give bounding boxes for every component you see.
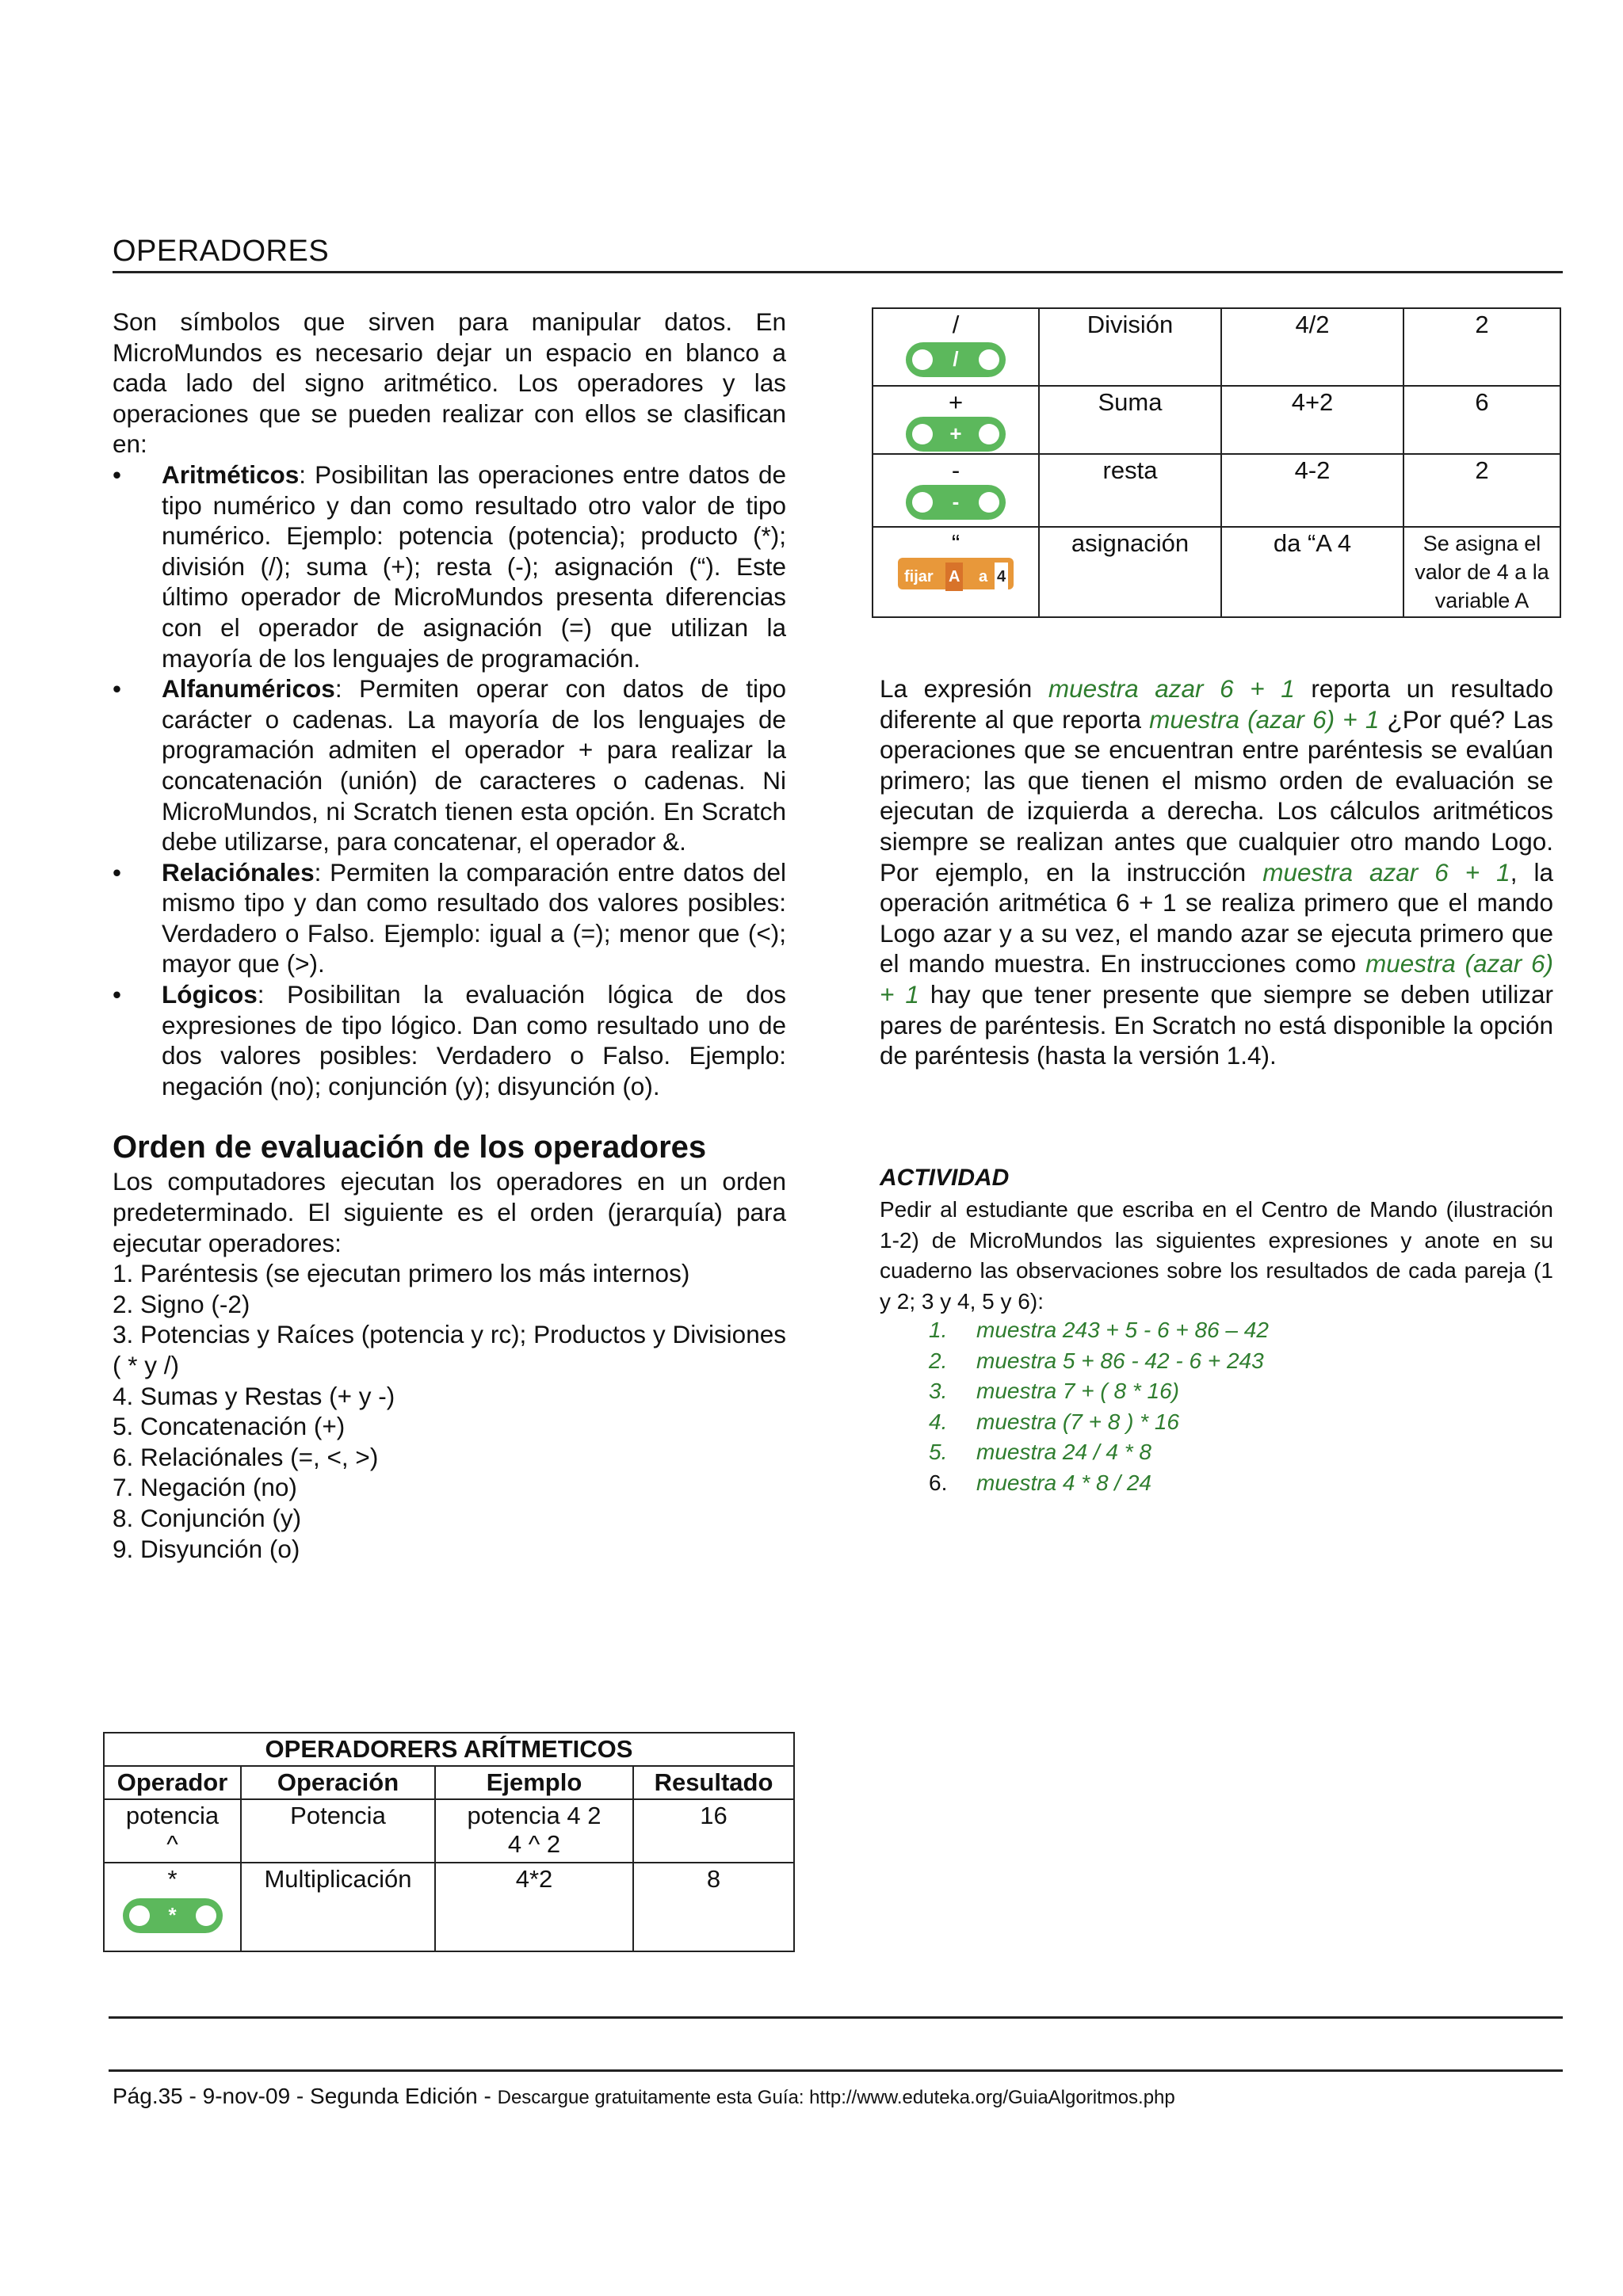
- table-row: [873, 386, 1560, 454]
- item-expression: muestra (7 + 8 ) * 16: [976, 1409, 1180, 1434]
- expression-paragraph: [880, 673, 1553, 1071]
- operator-cell: [873, 308, 1039, 386]
- table-row: [873, 454, 1560, 527]
- table-row: [104, 1799, 794, 1863]
- item-expression: muestra 7 + ( 8 * 16): [976, 1379, 1180, 1403]
- code-expression: muestra azar 6 + 1: [1048, 674, 1295, 703]
- item-expression: muestra 243 + 5 - 6 + 86 – 42: [976, 1318, 1269, 1342]
- page-footer: [113, 2084, 1175, 2109]
- block-value: 4: [995, 563, 1008, 591]
- table-row: [873, 527, 1560, 617]
- bullet-term: Relaciónales: [162, 857, 315, 887]
- divide-block-icon: [906, 342, 1006, 377]
- bullet-term: Aritméticos: [162, 460, 300, 489]
- item-number: 1.: [929, 1318, 948, 1342]
- table-header-row: [104, 1766, 794, 1799]
- operator-cell: [873, 454, 1039, 527]
- intro-paragraph: Son símbolos que sirven para manipular datos. En MicroMundos es necesario dejar un espacio en blanco a cada lado del signo aritmético. Los operadores y las operaciones que se pueden realizar con ellos se clasifican en:: [113, 307, 786, 459]
- block-symbol: -: [952, 490, 960, 513]
- page-title: OPERADORES: [113, 235, 330, 268]
- column-header: Resultado: [633, 1766, 794, 1799]
- activity-text: Pedir al estudiante que escriba en el Centro de Mando (ilustración 1-2) de MicroMundos las siguientes expresiones y anote en su cuaderno las observaciones sobre los resultados de cada pareja (1 y 2; 3 y 4, 5 y 6):: [880, 1197, 1553, 1314]
- list-item: [929, 1315, 1269, 1346]
- example-cell: da “A 4: [1221, 527, 1403, 617]
- block-symbol: /: [953, 347, 959, 371]
- footer-link-text: Descargue gratuitamente esta Guía: http://www.eduteka.org/GuiaAlgoritmos.php: [497, 2087, 1175, 2108]
- example-cell: 4/2: [1221, 308, 1403, 386]
- block-variable: A: [945, 563, 963, 591]
- title-rule: [113, 271, 1563, 273]
- block-symbol: +: [949, 421, 962, 445]
- operator-cell: [104, 1799, 241, 1863]
- order-heading: Orden de evaluación de los operadores: [113, 1130, 707, 1165]
- result-cell: 2: [1403, 308, 1560, 386]
- operation-cell: asignación: [1039, 527, 1221, 617]
- bullet-text: : Posibilitan las operaciones entre datos de tipo numérico y dan como resultado otro valor de tipo numérico. Ejemplo: potencia (potencia); producto (*); división (/); suma (+); resta (-); asignación (“). Este último operador de MicroMundos presenta diferencias con el operador de asignación (=) que utilizan la mayoría de los lenguajes de programación.: [162, 460, 786, 673]
- example-cell: 4-2: [1221, 454, 1403, 527]
- bullet-text: : Permiten la comparación entre datos del mismo tipo y dan como resultado dos valores posibles: Verdadero o Falso. Ejemplo: igual a (=); menor que (<); mayor que (>).: [162, 857, 786, 978]
- bullet-relacionales: • Relaciónales: Permiten la comparación entre datos del mismo tipo y dan como resultado dos valores posibles: Verdadero o Falso. Ejemplo: igual a (=); menor que (<); mayor que (>).: [113, 857, 786, 978]
- block-symbol: *: [168, 1903, 177, 1927]
- order-item: 9. Disyunción (o): [113, 1534, 300, 1563]
- code-expression: muestra (azar 6) + 1: [880, 949, 1553, 1009]
- order-item: 3. Potencias y Raíces (potencia y rc); Productos y Divisiones ( * y /): [113, 1320, 786, 1379]
- table-title: OPERADORERS ARÍTMETICOS: [104, 1733, 794, 1766]
- activity-list: [929, 1315, 1269, 1498]
- list-item: [929, 1468, 1269, 1499]
- text-segment: hay que tener presente que siempre se deben utilizar pares de paréntesis. En Scratch no está disponible la opción de paréntesis (hasta la versión 1.4).: [880, 979, 1553, 1070]
- block-word: a: [979, 568, 988, 585]
- order-item: 6. Relaciónales (=, <, >): [113, 1442, 379, 1471]
- list-item: [929, 1407, 1269, 1438]
- item-number: 2.: [929, 1348, 948, 1373]
- subtract-block-icon: [906, 485, 1006, 520]
- column-header: Operador: [104, 1766, 241, 1799]
- footer-rule-top: [109, 2016, 1563, 2019]
- result-cell: 16: [633, 1799, 794, 1863]
- example-cell: 4+2: [1221, 386, 1403, 454]
- operation-cell: Potencia: [241, 1799, 435, 1863]
- example-cell: [435, 1799, 633, 1863]
- order-intro: Los computadores ejecutan los operadores en un orden predeterminado. El siguiente es el orden (jerarquía) para ejecutar operadores:: [113, 1167, 786, 1257]
- operator-symbol: ^: [166, 1830, 178, 1858]
- column-header: Ejemplo: [435, 1766, 633, 1799]
- operator-name: potencia: [125, 1802, 220, 1829]
- arithmetic-operators-table: [103, 1732, 795, 1952]
- item-number: 6.: [929, 1470, 948, 1495]
- result-cell: 6: [1403, 386, 1560, 454]
- bullet-text: : Permiten operar con datos de tipo carácter o cadenas. La mayoría de los lenguajes de programación admiten el operador + para realizar la concatenación (unión) de caracteres o cadenas. Ni MicroMundos, ni Scratch tienen esta opción. En Scratch debe utilizarse, para concatenar, el operador &.: [162, 674, 786, 856]
- bullet-term: Alfanuméricos: [162, 674, 335, 704]
- operators-table: [872, 307, 1561, 618]
- item-number: 4.: [929, 1409, 948, 1434]
- activity-title: ACTIVIDAD: [880, 1165, 1010, 1191]
- operation-cell: Suma: [1039, 386, 1221, 454]
- bullet-text: : Posibilitan la evaluación lógica de dos expresiones de tipo lógico. Dan como resultado uno de dos valores posibles: Verdadero o Falso. Ejemplo: negación (no); conjunción (y); disyunción (o).: [162, 980, 786, 1100]
- code-expression: muestra azar 6 + 1: [1262, 857, 1510, 887]
- table-row: [104, 1863, 794, 1951]
- operator-symbol: *: [167, 1865, 178, 1893]
- column-header: Operación: [241, 1766, 435, 1799]
- bullet-aritmeticos: • Aritméticos: Posibilitan las operaciones entre datos de tipo numérico y dan como resultado otro valor de tipo numérico. Ejemplo: potencia (potencia); producto (*); división (/); suma (+); resta (-); asignación (“). Este último operador de MicroMundos presenta diferencias con el operador de asignación (=) que utilizan la mayoría de los lenguajes de programación.: [113, 460, 786, 673]
- example-cell: 4*2: [435, 1863, 633, 1951]
- list-item: [929, 1437, 1269, 1468]
- example-line: 4 ^ 2: [507, 1830, 561, 1858]
- left-column: [113, 307, 786, 1564]
- list-item: [929, 1346, 1269, 1377]
- order-item: 1. Paréntesis (se ejecutan primero los más internos): [113, 1259, 690, 1288]
- result-cell: Se asigna el valor de 4 a la variable A: [1403, 527, 1560, 617]
- item-number: 5.: [929, 1440, 948, 1464]
- order-item: 7. Negación (no): [113, 1473, 297, 1502]
- result-cell: 2: [1403, 454, 1560, 527]
- order-list: [113, 1258, 786, 1564]
- operator-symbol: -: [951, 456, 960, 484]
- block-word: fijar: [904, 568, 934, 585]
- operator-symbol: “: [951, 529, 960, 557]
- operation-cell: Multiplicación: [241, 1863, 435, 1951]
- order-item: 8. Conjunción (y): [113, 1503, 302, 1532]
- item-expression: muestra 4 * 8 / 24: [976, 1470, 1152, 1495]
- multiply-block-icon: [123, 1898, 223, 1933]
- bullet-logicos: • Lógicos: Posibilitan la evaluación lógica de dos expresiones de tipo lógico. Dan como resultado uno de dos valores posibles: Verdadero o Falso. Ejemplo: negación (no); conjunción (y); disyunción (o).: [113, 980, 786, 1100]
- text-segment: La expresión: [880, 674, 1048, 703]
- item-expression: muestra 5 + 86 - 42 - 6 + 243: [976, 1348, 1264, 1373]
- table-row: [873, 308, 1560, 386]
- bullet-alfanumericos: • Alfanuméricos: Permiten operar con datos de tipo carácter o cadenas. La mayoría de los lenguajes de programación admiten el operador + para realizar la concatenación (unión) de caracteres o cadenas. Ni MicroMundos, ni Scratch tienen esta opción. En Scratch debe utilizarse, para concatenar, el operador &.: [113, 674, 786, 856]
- item-number: 3.: [929, 1379, 948, 1403]
- operator-symbol: /: [952, 311, 960, 338]
- operator-cell: [873, 527, 1039, 617]
- code-expression: muestra (azar 6) + 1: [1149, 704, 1380, 734]
- bullet-term: Lógicos: [162, 980, 258, 1009]
- item-expression: muestra 24 / 4 * 8: [976, 1440, 1152, 1464]
- footer-main: Pág.35 - 9-nov-09 - Segunda Edición -: [113, 2084, 498, 2108]
- order-item: 4. Sumas y Restas (+ y -): [113, 1381, 395, 1410]
- example-line: potencia 4 2: [467, 1802, 601, 1829]
- operator-symbol: +: [948, 388, 964, 416]
- order-item: 2. Signo (-2): [113, 1289, 250, 1318]
- add-block-icon: [906, 417, 1006, 452]
- operator-cell: [873, 386, 1039, 454]
- set-variable-block-icon: [898, 558, 1014, 589]
- operator-cell: [104, 1863, 241, 1951]
- order-item: 5. Concatenación (+): [113, 1412, 346, 1441]
- footer-rule-bottom: [109, 2069, 1563, 2072]
- text-segment: reporta un resultado diferente al que reporta: [880, 674, 1553, 734]
- operation-cell: resta: [1039, 454, 1221, 527]
- list-item: [929, 1376, 1269, 1407]
- text-segment: ¿Por qué? Las operaciones que se encuentran entre paréntesis se evalúan primero; las que tienen el mismo orden de evaluación se ejecutan de izquierda a derecha. Los cálculos aritméticos siempre se realizan antes que cualquier otro mando Logo. Por ejemplo, en la instrucción: [880, 704, 1553, 887]
- text-segment: , la operación aritmética 6 + 1 se realiza primero que el mando Logo azar y a su vez, el mando azar se ejecuta primero que el mando muestra. En instrucciones como: [880, 857, 1553, 978]
- result-cell: 8: [633, 1863, 794, 1951]
- operation-cell: División: [1039, 308, 1221, 386]
